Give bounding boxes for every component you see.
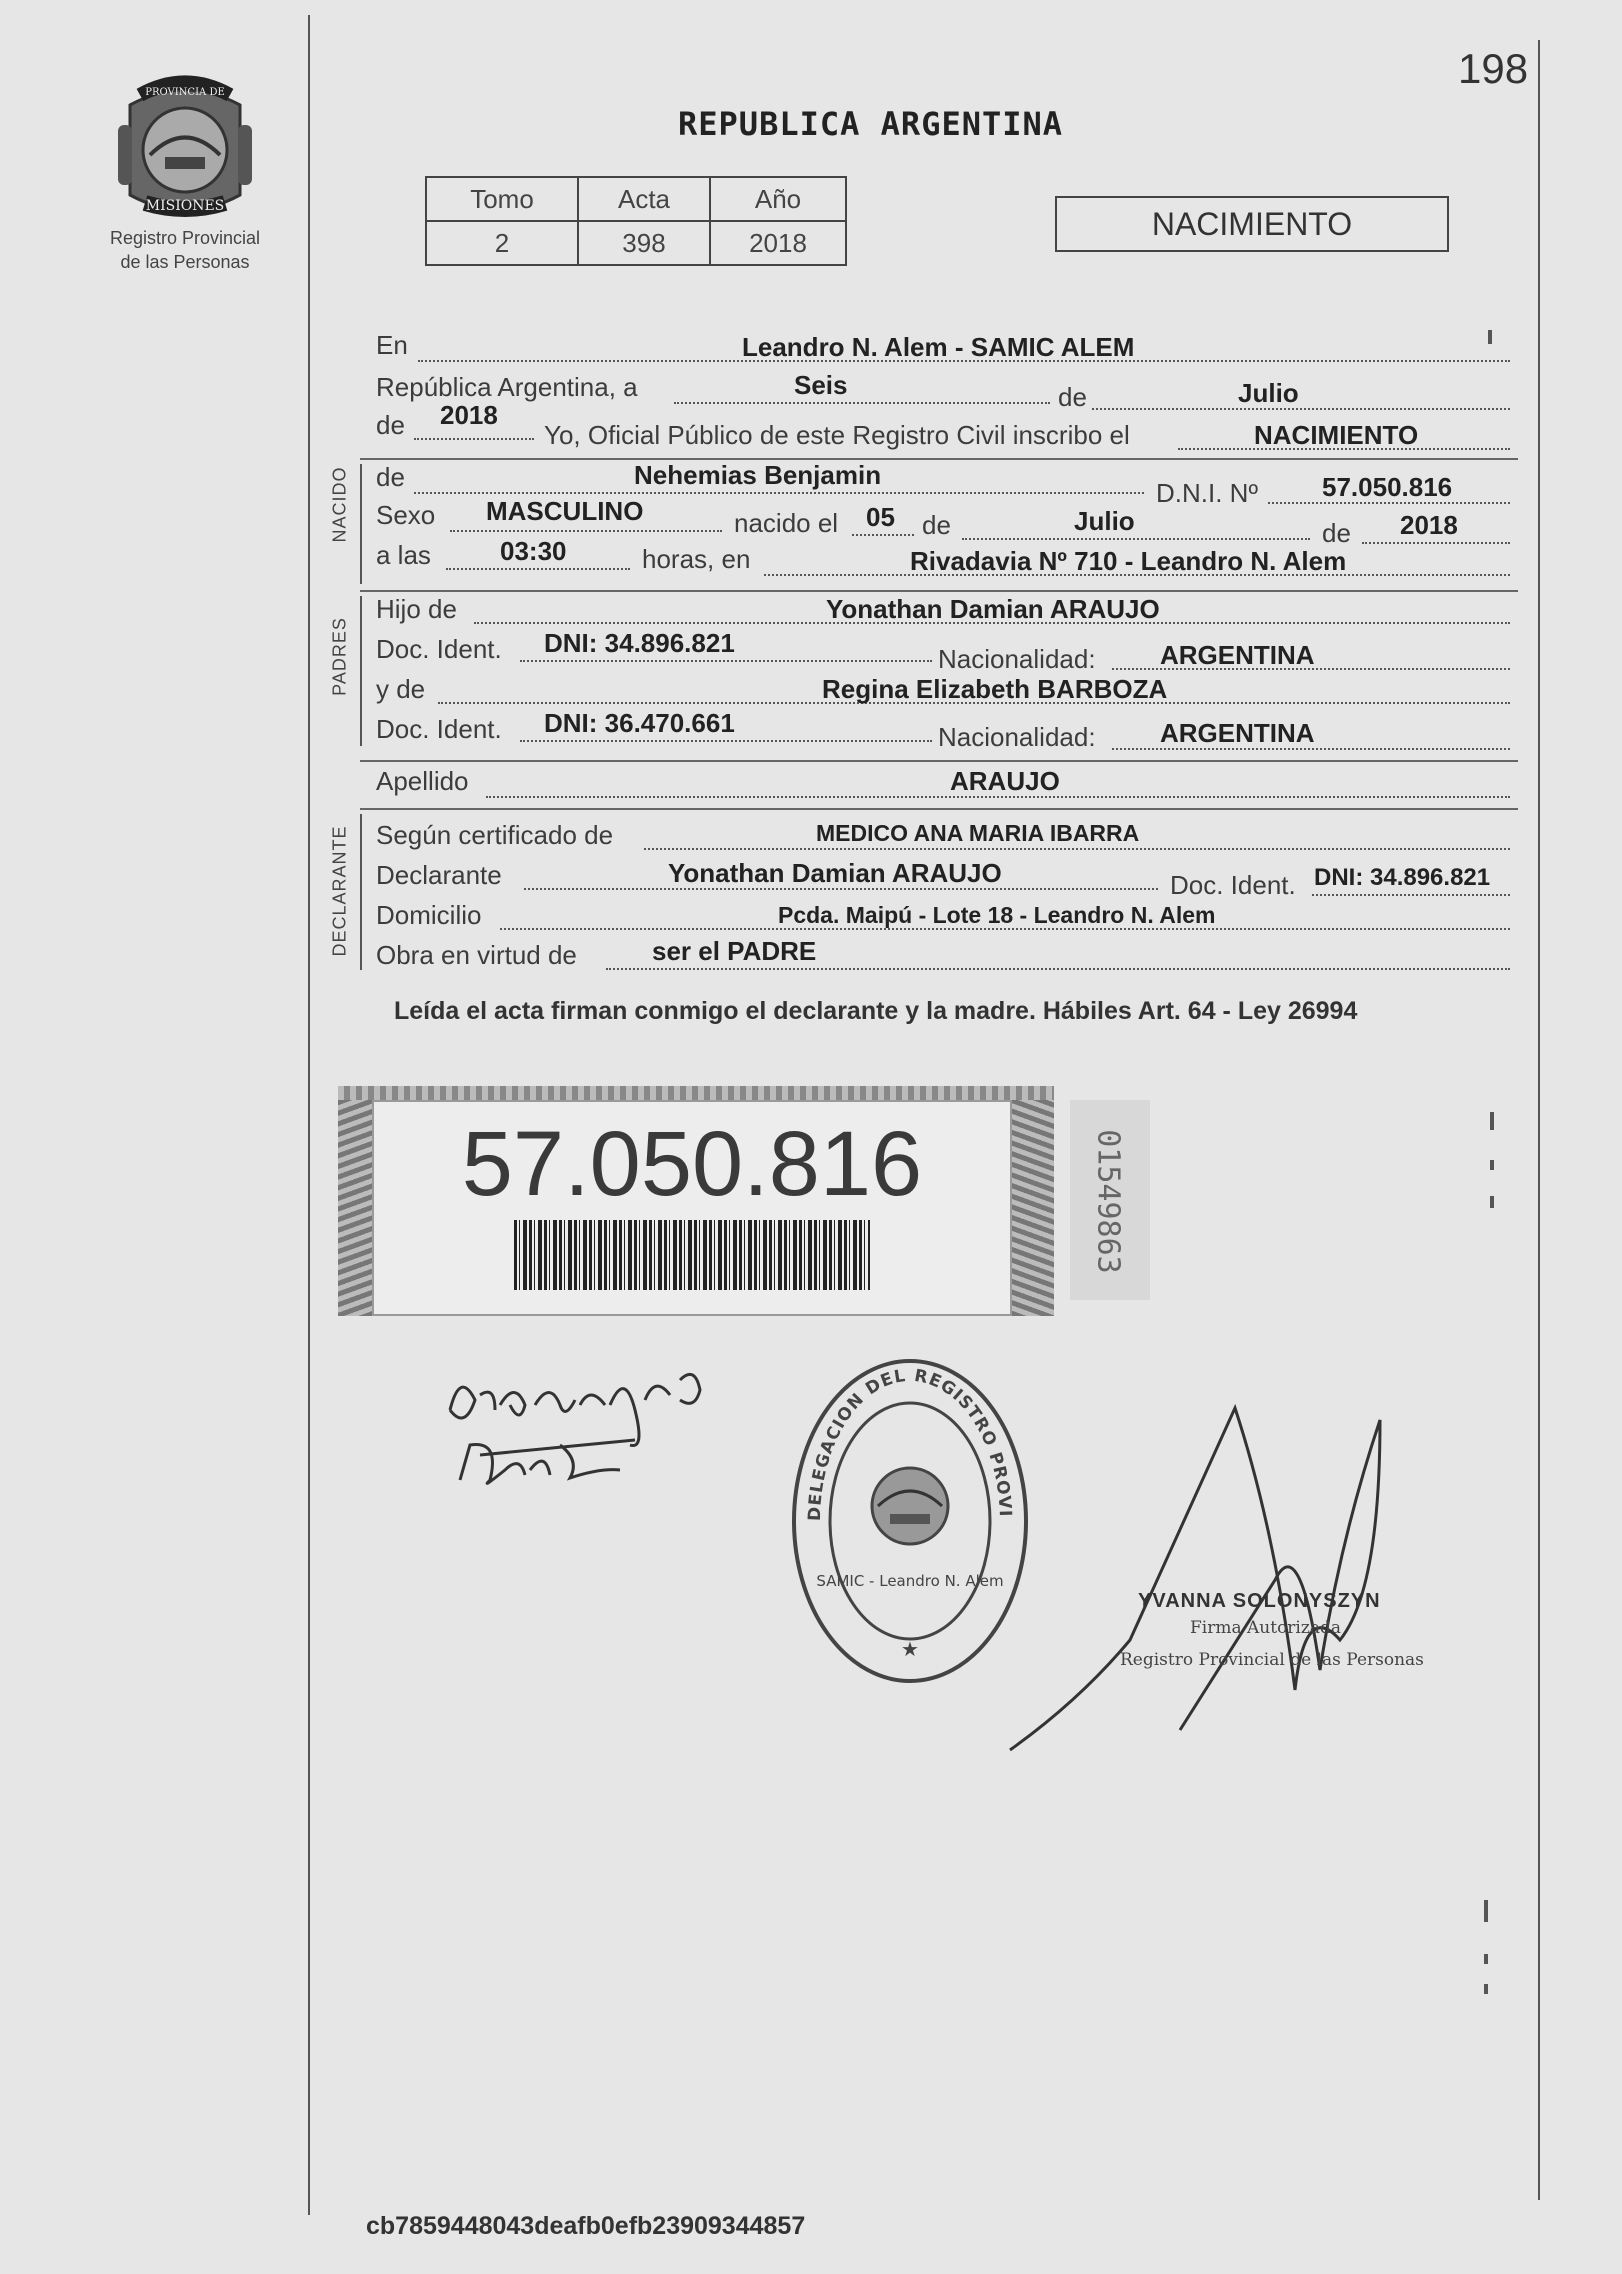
official-name: YVANNA SOLONYSZYN — [1138, 1590, 1381, 1612]
obra-label: Obra en virtud de — [376, 940, 577, 970]
nacido-el-label: nacido el — [734, 508, 839, 538]
section-declarante: DECLARANTE — [329, 825, 350, 957]
child-dni-value: 57.050.816 — [1322, 472, 1453, 502]
mother-name-value: Regina Elizabeth BARBOZA — [822, 674, 1168, 704]
declarant-signature — [440, 1350, 780, 1510]
page-number: 198 — [1458, 45, 1529, 92]
right-margin-line — [1538, 40, 1540, 2200]
sexo-value: MASCULINO — [486, 496, 644, 526]
closing-text: Leída el acta firman conmigo el declarante y la madre. Hábiles Art. 64 - Ley 26994 — [394, 997, 1358, 1025]
barcode-side-code: 01549863 — [1090, 1129, 1126, 1274]
day-value: Seis — [794, 370, 848, 400]
en-label: En — [376, 330, 408, 360]
cert-label: Según certificado de — [376, 820, 614, 850]
domicilio-label: Domicilio — [376, 900, 482, 930]
declarante-value: Yonathan Damian ARAUJO — [668, 858, 1002, 888]
child-name-value: Nehemias Benjamin — [634, 460, 882, 490]
ano-header: Año — [710, 177, 846, 221]
acta-header: Acta — [578, 177, 710, 221]
official-seal — [790, 1356, 1030, 1686]
registry-label-line2: de las Personas — [120, 252, 250, 272]
svg-text:DELEGACION DEL REGISTRO PROVIN: DELEGACION DEL REGISTRO PROVI — [804, 1365, 1015, 1522]
barcode-number: 57.050.816 — [461, 1113, 923, 1215]
father-name-value: Yonathan Damian ARAUJO — [826, 594, 1160, 624]
domicilio-value: Pcda. Maipú - Lote 18 - Leandro N. Alem — [778, 902, 1216, 928]
document-hash: cb7859448043deafb0efb23909344857 — [366, 2212, 806, 2240]
republica-label: República Argentina, a — [376, 372, 638, 402]
dni-label: D.N.I. Nº — [1156, 478, 1258, 508]
official-office: Registro Provincial de las Personas — [1120, 1650, 1424, 1670]
mother-doc-label: Doc. Ident. — [376, 714, 502, 744]
yde-label: y de — [376, 674, 426, 704]
nacido-de-label-3: de — [1322, 518, 1351, 548]
father-doc-value: DNI: 34.896.821 — [544, 628, 735, 658]
svg-text:MISIONES: MISIONES — [145, 198, 225, 214]
birth-year-value: 2018 — [1400, 510, 1458, 540]
mother-doc-value: DNI: 36.470.661 — [544, 708, 735, 738]
tomo-header: Tomo — [426, 177, 578, 221]
birth-month-value: Julio — [1074, 506, 1135, 536]
obra-value: ser el PADRE — [652, 936, 817, 966]
tomo-value: 2 — [426, 221, 578, 265]
mother-nac-label: Nacionalidad: — [938, 722, 1096, 752]
birth-time-value: 03:30 — [500, 536, 567, 566]
alas-label: a las — [376, 540, 431, 570]
section-padres: PADRES — [329, 617, 350, 696]
sexo-label: Sexo — [376, 500, 436, 530]
svg-text:SAMIC - Leandro N. Alem: SAMIC - Leandro N. Alem — [816, 1572, 1004, 1590]
svg-text:PROVINCIA DE: PROVINCIA DE — [145, 87, 225, 98]
en-value: Leandro N. Alem - SAMIC ALEM — [742, 332, 1135, 362]
official-signature — [1000, 1400, 1460, 1760]
declarante-doc-value: DNI: 34.896.821 — [1314, 864, 1491, 891]
apellido-value: ARAUJO — [950, 766, 1060, 796]
barcode-label — [338, 1086, 1054, 1316]
oficial-text: Yo, Oficial Público de este Registro Civil inscribo el — [544, 420, 1130, 450]
left-margin-line — [308, 15, 310, 2215]
apellido-label: Apellido — [376, 766, 469, 796]
horas-label: horas, en — [642, 544, 751, 574]
birth-place-value: Rivadavia Nº 710 - Leandro N. Alem — [910, 546, 1347, 576]
registry-label-line1: Registro Provincial — [109, 228, 261, 248]
de-label: de — [1058, 382, 1087, 412]
official-title: Firma Autorizada — [1190, 1618, 1341, 1638]
record-table — [425, 176, 847, 266]
record-type-box: NACIMIENTO — [1055, 196, 1449, 252]
father-nac-value: ARGENTINA — [1160, 640, 1315, 670]
hijo-label: Hijo de — [376, 594, 457, 624]
acta-value: 398 — [578, 221, 710, 265]
nacido-de-label: de — [376, 462, 405, 492]
country-title: REPUBLICA ARGENTINA — [678, 105, 1064, 143]
declarante-doc-label: Doc. Ident. — [1170, 870, 1296, 900]
birth-day-value: 05 — [866, 502, 895, 532]
month-value: Julio — [1238, 378, 1299, 408]
ano-value: 2018 — [710, 221, 846, 265]
cert-value: MEDICO ANA MARIA IBARRA — [816, 820, 1140, 846]
provincial-logo — [110, 65, 260, 225]
declarante-label: Declarante — [376, 860, 502, 890]
svg-text:★: ★ — [901, 1639, 919, 1661]
section-nacido: NACIDO — [329, 466, 350, 543]
de-year-label: de — [376, 410, 405, 440]
mother-nac-value: ARGENTINA — [1160, 718, 1315, 748]
year-value: 2018 — [440, 400, 498, 430]
father-nac-label: Nacionalidad: — [938, 644, 1096, 674]
barcode-bars — [514, 1220, 870, 1290]
father-doc-label: Doc. Ident. — [376, 634, 502, 664]
nacido-de-label-2: de — [922, 510, 951, 540]
inscribo-value: NACIMIENTO — [1254, 420, 1419, 450]
